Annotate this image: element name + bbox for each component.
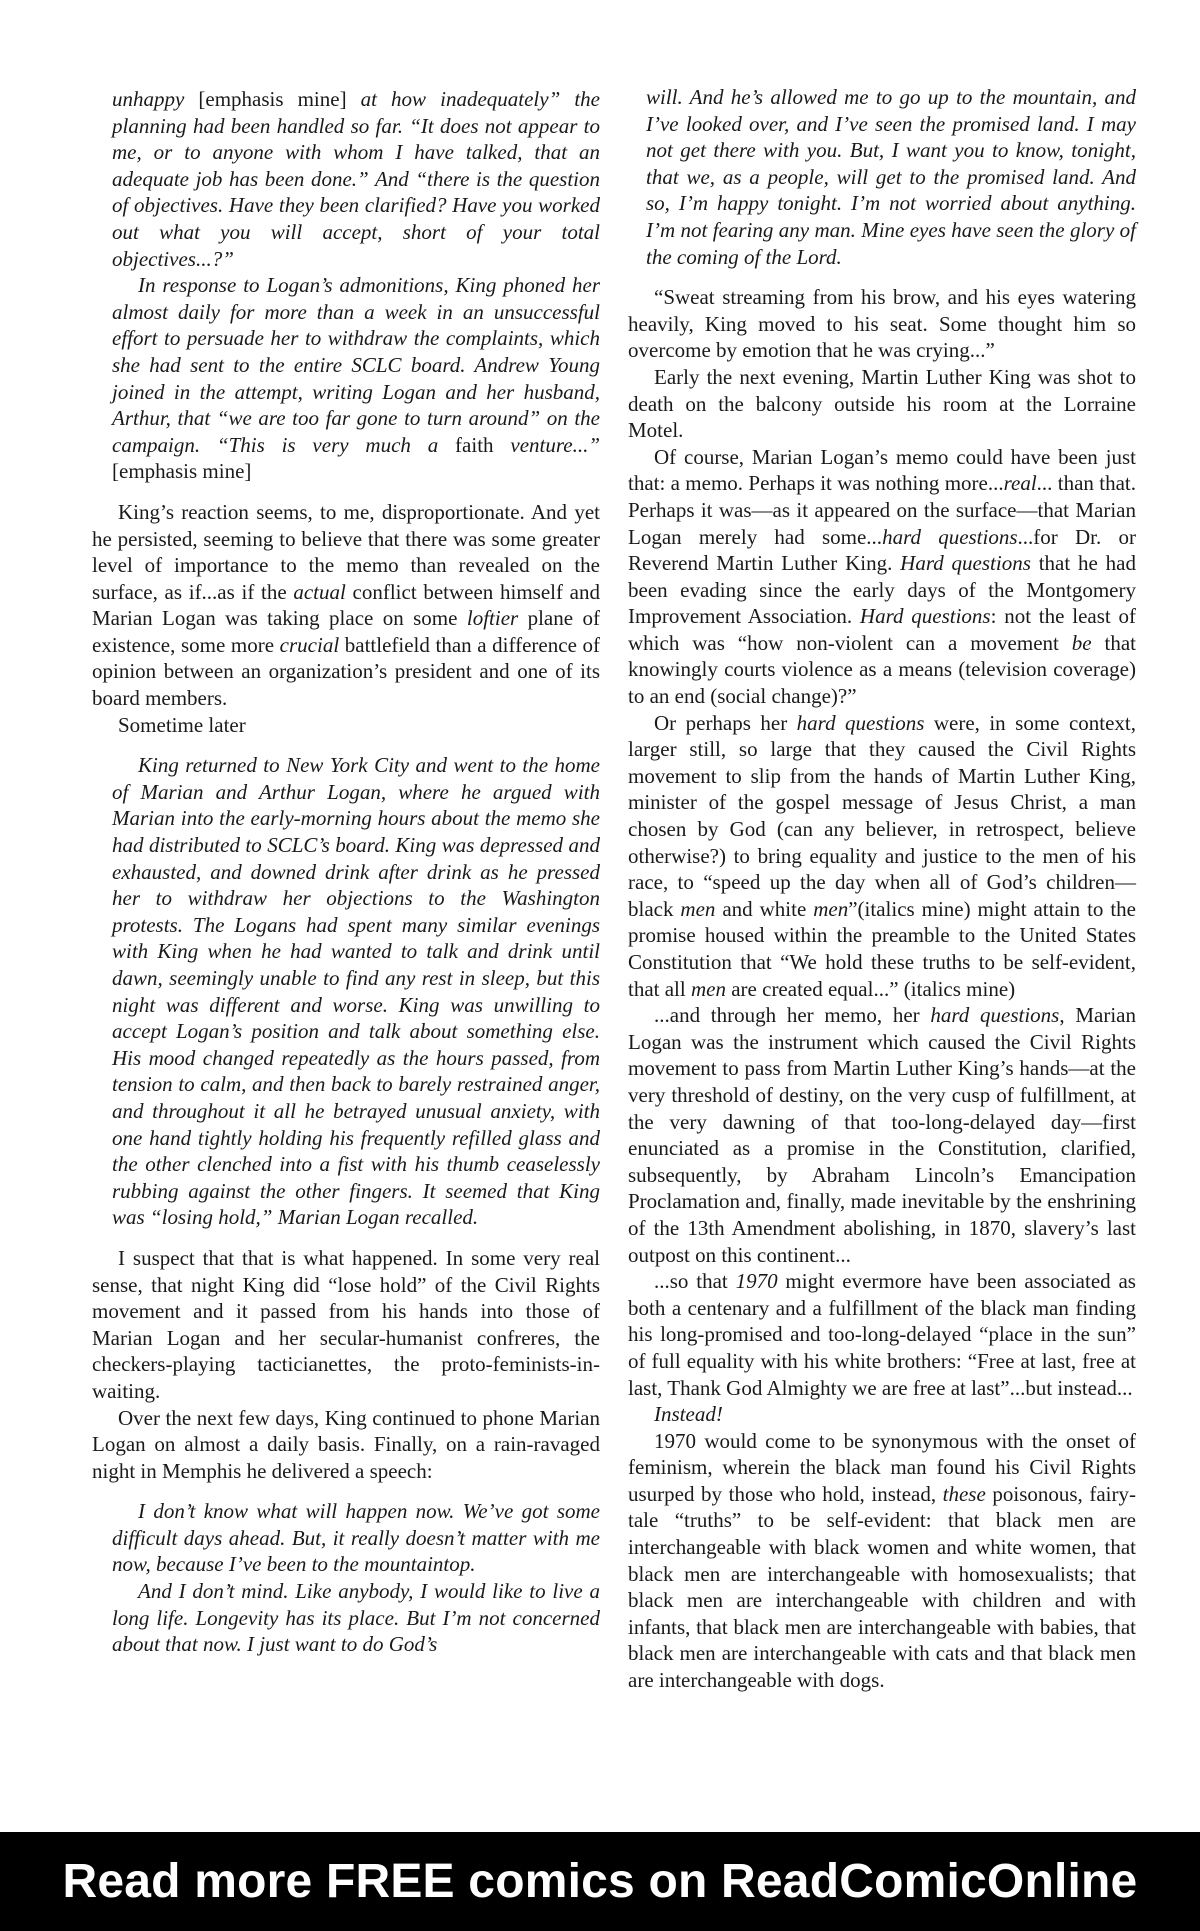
italic-word: hard questions <box>796 710 925 735</box>
emphasized-word: faith <box>455 432 511 457</box>
body-text: ”(italics mine) might attain to the promise housed within the preamble to the United States Constitution that “We hold these truths to be self-evident, that all <box>628 896 1136 1001</box>
body-text: battlefield than a difference of opinion between an organization’s president and one of its board members. <box>92 632 600 711</box>
body-text: , Marian Logan was the instrument which caused the Civil Rights movement to pass from Martin Luther King’s hands—at the very threshold of destiny, on the very cusp of fulfillment, at the very dawning of that too-long-delayed day—first enunciated as a promise in the Constitution, clarified, subsequently, by Abraham Lincoln’s Emancipation Proclamation and, finally, made inevitable by the enshrining of the 13th Amendment abolishing, in 1870, slavery’s last outpost on this continent... <box>628 1003 1136 1267</box>
body-paragraph: “Sweat streaming from his brow, and his eyes watering heavily, King moved to his seat. Some thought him so overcome by emotion that he was crying...” <box>628 285 1136 363</box>
body-text: ... than that. Perhaps it was—as it appeared on the surface—that Marian Logan merely had some... <box>628 471 1136 549</box>
body-paragraph <box>628 1428 1136 1694</box>
body-paragraph <box>628 1401 1136 1428</box>
body-text: are created equal...” (italics mine) <box>725 976 1016 1001</box>
promo-banner[interactable] <box>0 1832 1200 1931</box>
body-paragraph: I suspect that that is what happened. In some very real sense, that night King did “lose hold” of the Civil Rights movement and it passed from his hands into those of Marian Logan and her secular-humanist confreres, the checkers-playing tacticianettes, the proto-feminists-in-waiting. <box>92 1245 600 1403</box>
italic-word: Hard questions <box>900 551 1031 576</box>
body-text: ...for Dr. or Reverend Martin Luther King. <box>628 524 1136 576</box>
body-text: and white <box>715 896 814 921</box>
quote-paragraph <box>112 272 600 485</box>
italic-word: men <box>680 896 716 921</box>
italic-word: Hard questions <box>859 604 991 629</box>
body-paragraph <box>628 710 1136 1003</box>
body-text: poisonous, fairy-tale “truths” to be self-evident: that black men are interchangeable with black women and white women, that black men are interchangeable with homosexualists; that black men are interchangeable with children and with infants, that black men are interchangeable with babies, that black men are interchangeable with cats and that black men are interchangeable with dogs. <box>628 1481 1136 1693</box>
body-paragraph: Sometime later <box>118 712 246 737</box>
emphasis-note: [emphasis mine] <box>198 87 347 111</box>
body-text: Or perhaps her <box>654 710 797 735</box>
italic-word: 1970 <box>735 1269 778 1294</box>
body-paragraph: Early the next evening, Martin Luther King was shot to death on the balcony outside his room at the Lorraine Motel. <box>628 364 1136 443</box>
quote-paragraph: will. And he’s allowed me to go up to the mountain, and I’ve looked over, and I’ve seen the promised land. I may not get there with you. But, I want you to know, tonight, that we, as a people, will get to the promised land. And so, I’m happy tonight. I’m not worried about anything. I’m not fearing any man. Mine eyes have seen the glory of the coming of the Lord. <box>646 85 1136 269</box>
body-text: plane of existence, some more <box>92 606 600 657</box>
body-text: were, in some context, larger still, so large that they caused the Civil Rights movement to slip from the hands of Martin Luther King, minister of the gospel message of Jesus Christ, a man chosen by God (can any believer, in retrospect, believe otherwise?) to bring equality and justice to the men of his race, to “speed up the day when all of God’s children—black <box>628 710 1136 921</box>
italic-word: real <box>1003 471 1037 496</box>
body-text: : not the least of which was “how non-violent can a movement <box>628 604 1136 655</box>
promo-banner-text[interactable]: Read more FREE comics on ReadComicOnline <box>62 1855 1138 1908</box>
body-text: ...and through her memo, her <box>654 1003 931 1028</box>
body-paragraph <box>92 499 600 712</box>
body-paragraph: Over the next few days, King continued to phone Marian Logan on almost a daily basis. Finally, on a rain-ravaged night in Memphis he delivered a speech: <box>92 1405 600 1483</box>
italic-word: hard questions <box>930 1003 1060 1028</box>
body-text: Of course, Marian Logan’s memo could have been just that: a memo. Perhaps it was nothing more... <box>628 444 1136 496</box>
emphasis-note: [emphasis mine] <box>112 459 252 484</box>
italic-word: actual <box>293 579 346 604</box>
italic-word: Instead! <box>654 1402 723 1427</box>
italic-word: loftier <box>466 606 519 631</box>
left-column <box>92 86 600 1658</box>
quote-text: venture...” <box>510 432 600 457</box>
quote-text: unhappy <box>112 87 199 111</box>
right-column <box>628 84 1136 1694</box>
body-text: conflict between himself and Marian Logan was taking place on some <box>92 579 600 631</box>
quote-paragraph: And I don’t mind. Like anybody, I would like to live a long life. Longevity has its place. But I’m not concerned about that now. I just want to do God’s <box>112 1579 600 1657</box>
block-quote-king-visit <box>112 752 600 1231</box>
body-paragraph <box>628 444 1136 710</box>
block-quote-speech-continued <box>646 84 1136 270</box>
italic-word: these <box>942 1481 986 1506</box>
italic-word: hard questions <box>882 524 1018 549</box>
body-text: King’s reaction seems, to me, disproportionate. And yet he persisted, seeming to believe that there was some greater level of importance to the memo than revealed on the surface, as if...as if the <box>92 499 600 604</box>
italic-word: be <box>1071 630 1092 655</box>
body-text: that he had been evading since the early days of the Montgomery Improvement Association. <box>628 551 1137 629</box>
italic-word: men <box>813 896 849 921</box>
body-paragraph <box>628 1002 1136 1268</box>
italic-word: men <box>690 976 726 1001</box>
body-text: that knowingly courts violence as a means (television coverage) to an end (social change)?” <box>628 630 1136 709</box>
body-text: ...so that <box>654 1269 736 1294</box>
quote-text: In response to Logan’s admonitions, King phoned her almost daily for more than a week in an unsuccessful effort to persuade her to withdraw the complaints, which she had sent to the entire SCLC board. Andrew Young joined in the attempt, writing Logan and her husband, Arthur, that “we are too far gone to turn around” on the campaign. “This is very much a <box>112 273 600 457</box>
quote-paragraph: I don’t know what will happen now. We’ve got some difficult days ahead. But, it really doesn’t matter with me now, because I’ve been to the mountaintop. <box>112 1499 600 1577</box>
quote-paragraph <box>112 86 600 272</box>
quote-text: at how inadequately” the planning had been handled so far. “It does not appear to me, or to anyone with whom I have talked, that an adequate job has been done.” And “there is the question of objectives. Have they been clarified? Have you worked out what you will accept, short of your total objectives...?” <box>112 87 600 271</box>
quote-paragraph: King returned to New York City and went to the home of Marian and Arthur Logan, where he argued with Marian into the early-morning hours about the memo she had distributed to SCLC’s board. King was depressed and exhausted, and downed drink after drink as he pressed her to withdraw her objections to the Washington protests. The Logans had spent many similar evenings with King when he had wanted to talk and drink until dawn, seemingly unable to find any rest in sleep, but this night was different and worse. King was unwilling to accept Logan’s position and talk about something else. His mood changed repeatedly as the hours passed, from tension to calm, and then back to barely restrained anger, and throughout it all he betrayed unusual anxiety, with one hand tightly holding his frequently refilled glass and the other clenched into a fist with his thumb ceaselessly rubbing against the other fingers. It seemed that King was “losing hold,” Marian Logan recalled. <box>112 753 600 1230</box>
body-text: might evermore have been associated as both a centenary and a fulfillment of the black man finding his long-promised and too-long-delayed “place in the sun” of full equality with his white brothers: “Free at last, free at last, Thank God Almighty we are free at last”...but instead... <box>628 1269 1136 1400</box>
block-quote-mountaintop-speech <box>112 1498 600 1658</box>
body-text: 1970 would come to be synonymous with the onset of feminism, wherein the black man found his Civil Rights usurped by those who hold, instead, <box>628 1428 1136 1506</box>
body-paragraph <box>628 1268 1136 1401</box>
block-quote-logan-memo <box>112 86 600 485</box>
italic-word: crucial <box>279 632 340 657</box>
